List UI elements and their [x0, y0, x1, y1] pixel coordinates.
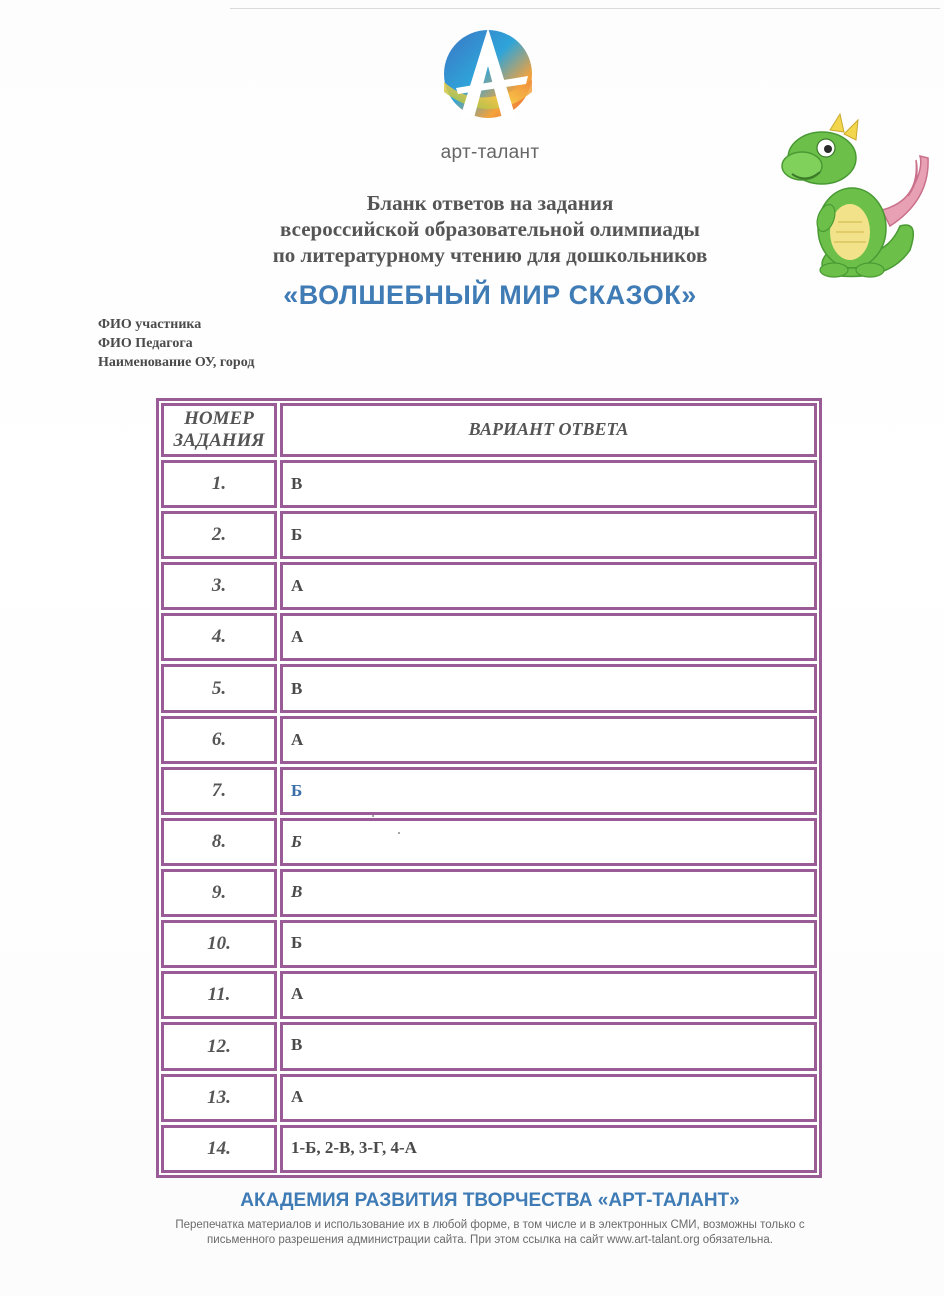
title-line-3: по литературному чтению для дошкольников	[272, 243, 708, 267]
answer-cell: Б	[280, 920, 817, 968]
task-number: 12.	[161, 1022, 277, 1070]
header-number-cell	[161, 403, 277, 457]
title-line-2: всероссийской образовательной олимпиады	[280, 217, 700, 241]
answer-table	[156, 398, 822, 1178]
answer-cell: А	[280, 613, 817, 661]
teacher-name-field: ФИО Педагога	[98, 336, 193, 351]
school-city-field: Наименование ОУ, город	[98, 355, 255, 370]
table-row	[161, 613, 817, 661]
answer-cell: Б	[280, 767, 817, 815]
answer-cell: 1-Б, 2-В, 3-Г, 4-А	[280, 1125, 817, 1173]
table-row	[161, 767, 817, 815]
answer-cell: Б	[280, 818, 817, 866]
answer-cell: А	[280, 1074, 817, 1122]
copyright-note-line-1: Перепечатка материалов и использование их в любой форме, в том числе и в электронных СМИ, возможны только с	[175, 1219, 805, 1231]
table-row	[161, 818, 817, 866]
table-row	[161, 920, 817, 968]
task-number: 5.	[161, 664, 277, 712]
answer-cell: В	[280, 460, 817, 508]
task-number: 9.	[161, 869, 277, 917]
document-title	[180, 190, 800, 268]
scan-edge-line	[230, 8, 940, 9]
academy-name: АКАДЕМИЯ РАЗВИТИЯ ТВОРЧЕСТВА «АРТ-ТАЛАНТ»	[240, 1190, 740, 1211]
task-number: 1.	[161, 460, 277, 508]
olympiad-name: «ВОЛШЕБНЫЙ МИР СКАЗОК»	[283, 280, 697, 310]
table-row	[161, 1074, 817, 1122]
table-row	[161, 664, 817, 712]
task-number: 3.	[161, 562, 277, 610]
copyright-note-line-2: письменного разрешения администрации сайта. При этом ссылка на сайт www.art-talant.org обязательна.	[207, 1234, 773, 1246]
task-number: 6.	[161, 716, 277, 764]
table-row	[161, 869, 817, 917]
header-number-line-2: ЗАДАНИЯ	[173, 429, 265, 451]
table-row	[161, 716, 817, 764]
copyright-note	[110, 1218, 870, 1248]
table-row	[161, 511, 817, 559]
table-row	[161, 1022, 817, 1070]
answer-cell: В	[280, 664, 817, 712]
task-number: 13.	[161, 1074, 277, 1122]
answer-cell: А	[280, 716, 817, 764]
art-talant-logo	[440, 22, 536, 122]
task-number: 8.	[161, 818, 277, 866]
header-answer-cell: ВАРИАНТ ОТВЕТА	[280, 403, 817, 457]
table-row	[161, 562, 817, 610]
task-number: 11.	[161, 971, 277, 1019]
answer-cell: В	[280, 1022, 817, 1070]
answer-cell: А	[280, 971, 817, 1019]
title-line-1: Бланк ответов на задания	[366, 191, 614, 215]
table-header-row	[161, 403, 817, 457]
participant-name-field: ФИО участника	[98, 317, 202, 332]
table-row	[161, 1125, 817, 1173]
answer-cell: Б	[280, 511, 817, 559]
task-number: 4.	[161, 613, 277, 661]
table-row	[161, 971, 817, 1019]
task-number: 2.	[161, 511, 277, 559]
scan-speck	[398, 832, 400, 834]
scan-speck	[372, 815, 374, 817]
participant-fields	[98, 315, 254, 372]
table-row	[161, 460, 817, 508]
answer-cell: А	[280, 562, 817, 610]
logo-wordmark: арт-талант	[440, 142, 540, 163]
answer-cell: В	[280, 869, 817, 917]
task-number: 7.	[161, 767, 277, 815]
task-number: 14.	[161, 1125, 277, 1173]
header-number-line-1: НОМЕР	[184, 407, 254, 429]
task-number: 10.	[161, 920, 277, 968]
